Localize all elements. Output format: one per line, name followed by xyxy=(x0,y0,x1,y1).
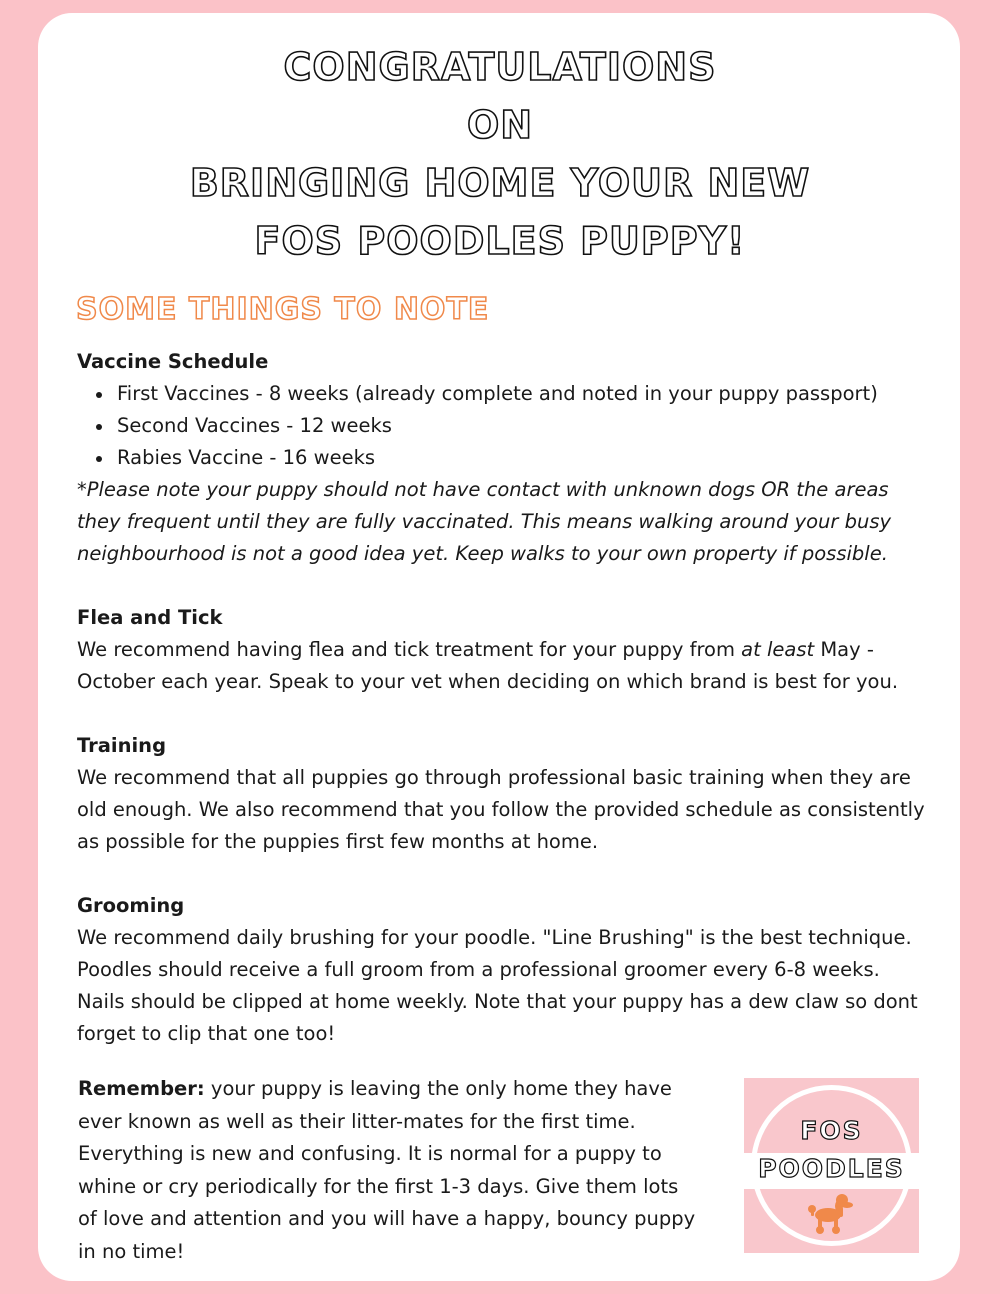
logo-text-fos: FOS xyxy=(800,1116,863,1145)
title-line-1: CONGRATULATIONS xyxy=(283,45,717,89)
title-line-2: ON xyxy=(466,103,534,147)
training-text: We recommend that all puppies go through professional basic training when they are old enough. We also recommend that you follow the provided schedule as consistently as possible for the puppies first few months at home. xyxy=(77,766,925,853)
poodle-icon xyxy=(806,1193,856,1235)
vaccine-list xyxy=(77,378,927,474)
flea-text-part: May - October each year. Speak to your vet when deciding on which brand is best for you. xyxy=(77,638,899,693)
section-subheading: SOME THINGS TO NOTE xyxy=(76,292,490,327)
training-heading: Training xyxy=(77,734,167,757)
grooming-heading: Grooming xyxy=(77,894,185,917)
remember-label: Remember: xyxy=(78,1077,205,1100)
vaccine-heading: Vaccine Schedule xyxy=(77,350,269,373)
main-content xyxy=(77,346,927,1050)
list-item: Second Vaccines - 12 weeks xyxy=(77,410,927,442)
flea-text-part: We recommend having flea and tick treatment for your puppy from xyxy=(77,638,742,661)
list-item: Rabies Vaccine - 16 weeks xyxy=(77,442,927,474)
title-line-3: BRINGING HOME YOUR NEW xyxy=(189,161,811,205)
grooming-text: We recommend daily brushing for your poodle. "Line Brushing" is the best technique. Poodles should receive a full groom from a professional groomer every 6-8 weeks. Nails should be clipped at home weekly. Note that your puppy has a dew claw so dont forget to clip that one too! xyxy=(77,926,918,1045)
remember-text: your puppy is leaving the only home they have ever known as well as their litter-mates for the first time. Everything is new and confusing. It is normal for a puppy to whine or cry periodically for the first 1-3 days. Give them lots of love and attention and you will have a happy, bouncy puppy in no time! xyxy=(78,1077,696,1263)
vaccine-note: *Please note your puppy should not have contact with unknown dogs OR the areas they frequent until they are fully vaccinated. This means walking around your busy neighbourhood is not a good idea yet. Keep walks to your own property if possible. xyxy=(77,478,892,565)
title-line-4: FOS POODLES PUPPY! xyxy=(254,219,746,263)
page-title xyxy=(0,38,1000,270)
list-item: First Vaccines - 8 weeks (already complete and noted in your puppy passport) xyxy=(77,378,927,410)
flea-text-emphasis: at least xyxy=(741,638,815,661)
fos-poodles-logo xyxy=(744,1078,919,1253)
flea-heading: Flea and Tick xyxy=(77,606,223,629)
logo-text-poodles: POODLES xyxy=(758,1154,905,1183)
remember-note xyxy=(78,1073,698,1268)
flea-text xyxy=(77,634,927,698)
